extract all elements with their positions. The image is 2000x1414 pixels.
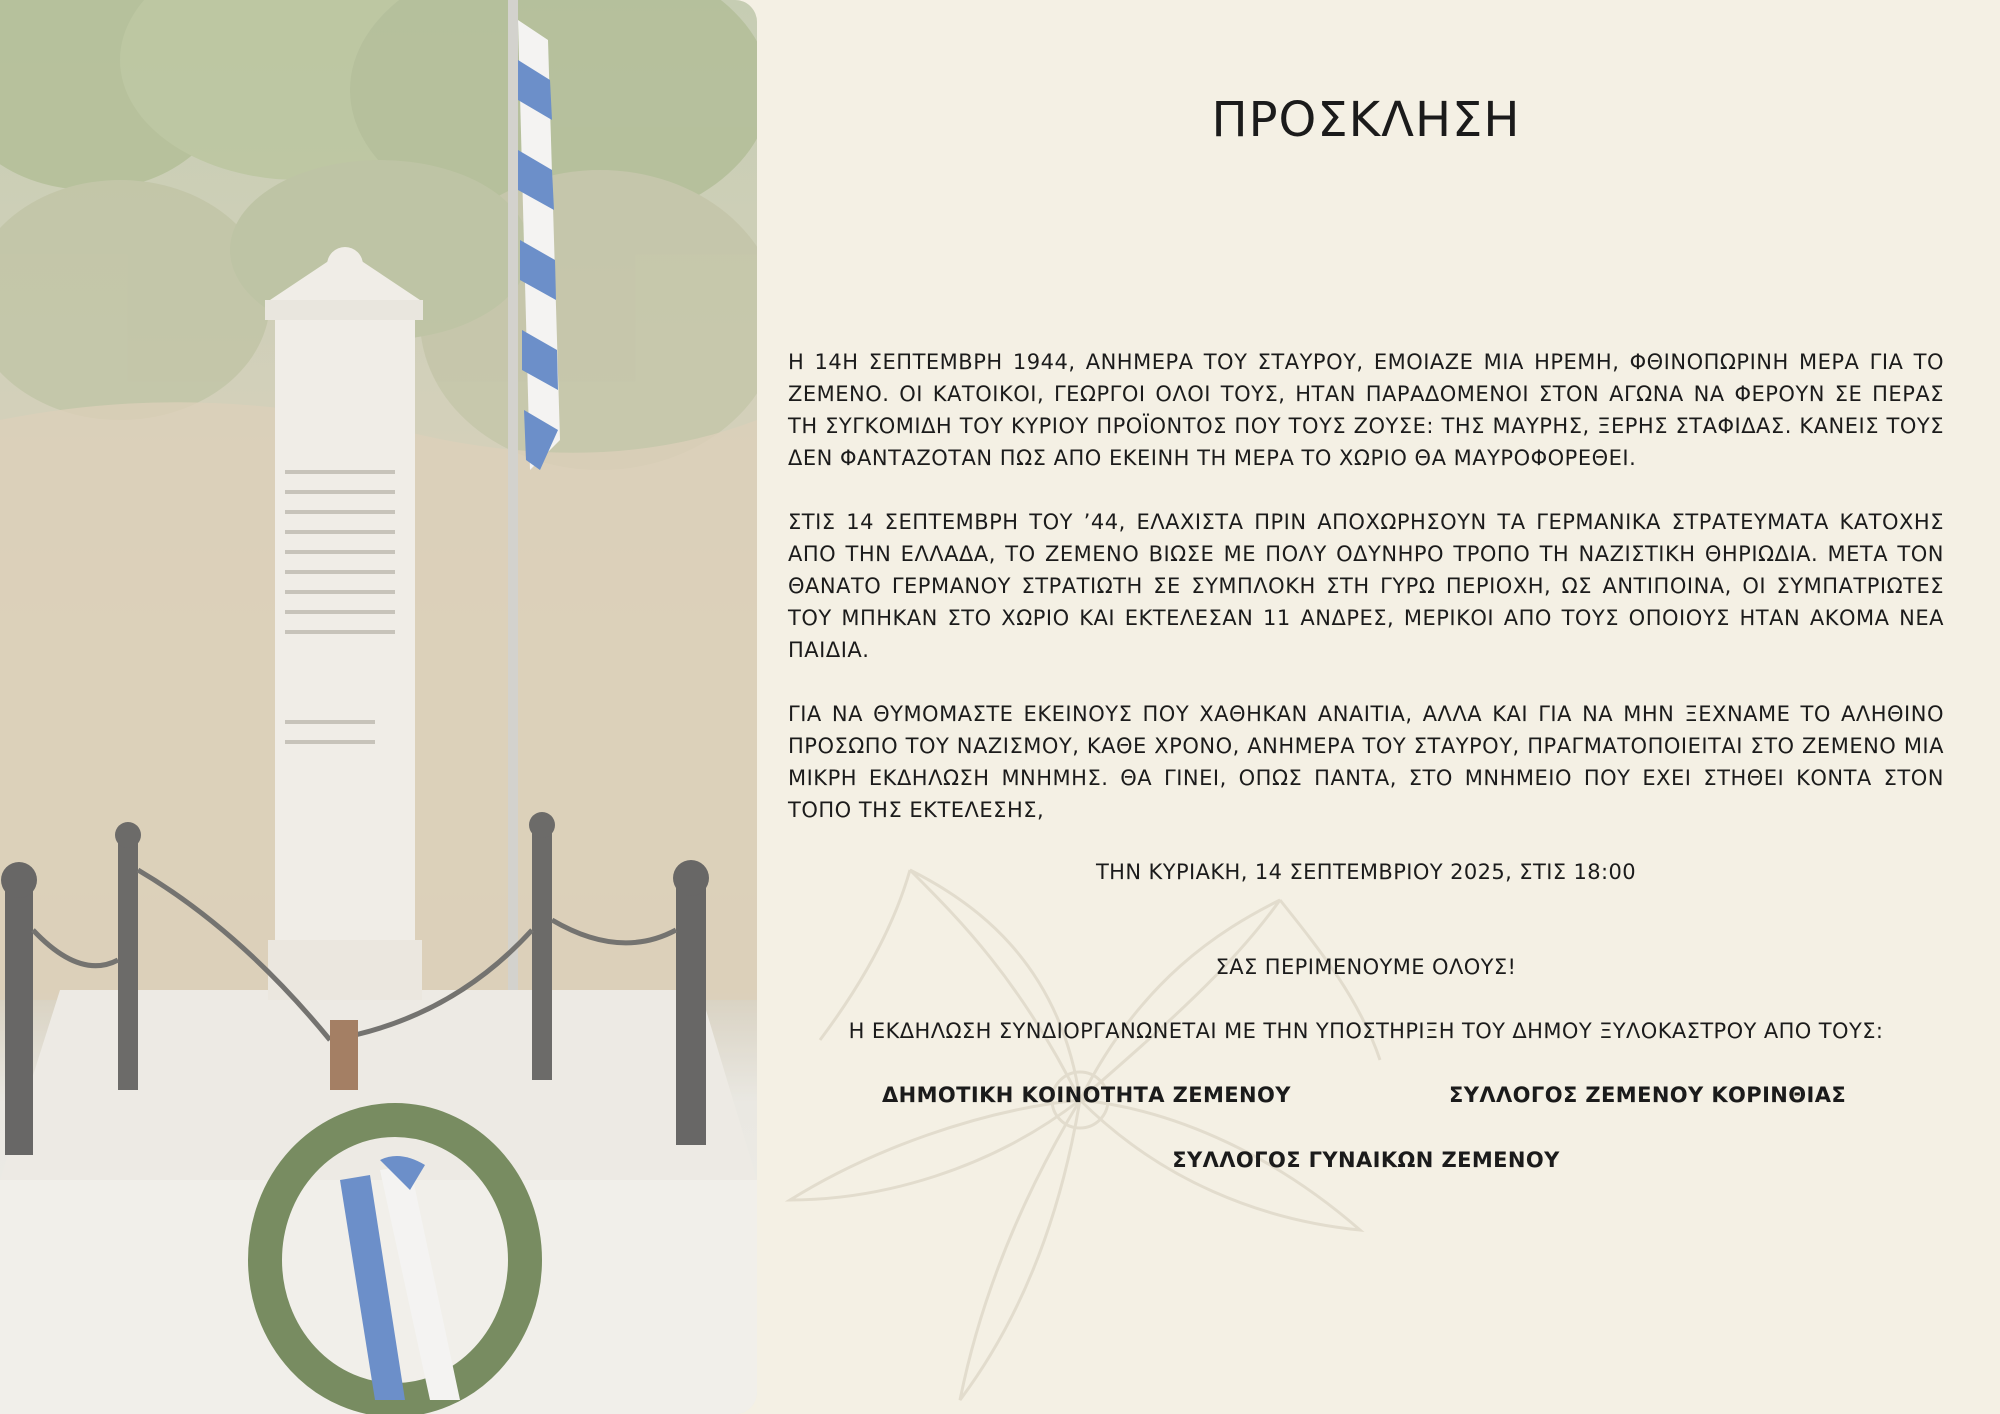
photo-fade-overlay [0,0,757,1414]
memorial-photo [0,0,757,1414]
organizer-womens-association: ΣΥΛΛΟΓΟΣ ΓΥΝΑΙΚΩΝ ΖΕΜΕΝΟΥ [1172,1148,1560,1172]
event-date: ΤΗΝ ΚΥΡΙΑΚΗ, 14 ΣΕΠΤΕΜΒΡΙΟΥ 2025, ΣΤΙΣ 18:00 [1095,860,1637,884]
paragraph-history: Η 14Η ΣΕΠΤΕΜΒΡΗ 1944, ΑΝΗΜΕΡΑ ΤΟΥ ΣΤΑΥΡΟΥ, ΕΜΟΙΑΖΕ ΜΙΑ ΗΡΕΜΗ, ΦΘΙΝΟΠΩΡΙΝΗ ΜΕΡΑ ΓΙΑ ΤΟ ΖΕΜΕΝΟ. ΟΙ ΚΑΤΟΙΚΟΙ, ΓΕΩΡΓΟΙ ΟΛΟΙ ΤΟΥΣ, ΗΤΑΝ ΠΑΡΑΔΟΜΕΝΟΙ ΣΤΟΝ ΑΓΩΝΑ ΝΑ ΦΕΡΟΥΝ ΣΕ ΠΕΡΑΣ ΤΗ ΣΥΓΚΟΜΙΔΗ ΤΟΥ ΚΥΡΙΟΥ ΠΡΟΪΟΝΤΟΣ ΠΟΥ ΤΟΥΣ ΖΟΥΣΕ: ΤΗΣ ΜΑΥΡΗΣ, ΞΕΡΗΣ ΣΤΑΦΙΔΑΣ. ΚΑΝΕΙΣ ΤΟΥΣ ΔΕΝ ΦΑΝΤΑΖΟΤΑΝ ΠΩΣ ΑΠΟ ΕΚΕΙΝΗ ΤΗ ΜΕΡΑ ΤΟ ΧΩΡΙΟ ΘΑ ΜΑΥΡΟΦΟΡΕΘΕΙ. [788,350,1944,470]
organizer-community: ΔΗΜΟΤΙΚΗ ΚΟΙΝΟΤΗΤΑ ΖΕΜΕΝΟΥ [882,1083,1291,1107]
paragraph-massacre: ΣΤΙΣ 14 ΣΕΠΤΕΜΒΡΗ ΤΟΥ ’44, ΕΛΑΧΙΣΤΑ ΠΡΙΝ ΑΠΟΧΩΡΗΣΟΥΝ ΤΑ ΓΕΡΜΑΝΙΚΑ ΣΤΡΑΤΕΥΜΑΤΑ ΚΑΤΟΧΗΣ ΑΠΟ ΤΗΝ ΕΛΛΑΔΑ, ΤΟ ΖΕΜΕΝΟ ΒΙΩΣΕ ΜΕ ΠΟΛΥ ΟΔΥΝΗΡΟ ΤΡΟΠΟ ΤΗ ΝΑΖΙΣΤΙΚΗ ΘΗΡΙΩΔΙΑ. ΜΕΤΑ ΤΟΝ ΘΑΝΑΤΟ ΓΕΡΜΑΝΟΥ ΣΤΡΑΤΙΩΤΗ ΣΕ ΣΥΜΠΛΟΚΗ ΣΤΗ ΓΥΡΩ ΠΕΡΙΟΧΗ, ΩΣ ΑΝΤΙΠΟΙΝΑ, ΟΙ ΣΥΜΠΑΤΡΙΩΤΕΣ ΤΟΥ ΜΠΗΚΑΝ ΣΤΟ ΧΩΡΙΟ ΚΑΙ ΕΚΤΕΛΕΣΑΝ 11 ΑΝΔΡΕΣ, ΜΕΡΙΚΟΙ ΑΠΟ ΤΟΥΣ ΟΠΟΙΟΥΣ ΗΤΑΝ ΑΚΟΜΑ ΝΕΑ ΠΑΙΔΙΑ. [788,510,1944,662]
invite-line: ΣΑΣ ΠΕΡΙΜΕΝΟΥΜΕ ΟΛΟΥΣ! [1215,955,1517,979]
organizer-association-korinthia: ΣΥΛΛΟΓΟΣ ΖΕΜΕΝΟΥ ΚΟΡΙΝΘΙΑΣ [1449,1083,1847,1107]
paragraph-remembrance: ΓΙΑ ΝΑ ΘΥΜΟΜΑΣΤΕ ΕΚΕΙΝΟΥΣ ΠΟΥ ΧΑΘΗΚΑΝ ΑΝΑΙΤΙΑ, ΑΛΛΑ ΚΑΙ ΓΙΑ ΝΑ ΜΗΝ ΞΕΧΝΑΜΕ ΤΟ ΑΛΗΘΙΝΟ ΠΡΟΣΩΠΟ ΤΟΥ ΝΑΖΙΣΜΟΥ, ΚΑΘΕ ΧΡΟΝΟ, ΑΝΗΜΕΡΑ ΤΟΥ ΣΤΑΥΡΟΥ, ΠΡΑΓΜΑΤΟΠΟΙΕΙΤΑΙ ΣΤΟ ΖΕΜΕΝΟ ΜΙΑ ΜΙΚΡΗ ΕΚΔΗΛΩΣΗ ΜΝΗΜΗΣ. ΘΑ ΓΙΝΕΙ, ΟΠΩΣ ΠΑΝΤΑ, ΣΤΟ ΜΝΗΜΕΙΟ ΠΟΥ ΕΧΕΙ ΣΤΗΘΕΙ ΚΟΝΤΑ ΣΤΟΝ ΤΟΠΟ ΤΗΣ ΕΚΤΕΛΕΣΗΣ, [788,702,1944,822]
invitation-content [788,0,1944,1414]
coorganizers-intro: Η ΕΚΔΗΛΩΣΗ ΣΥΝΔΙΟΡΓΑΝΩΝΕΤΑΙ ΜΕ ΤΗΝ ΥΠΟΣΤΗΡΙΞΗ ΤΟΥ ΔΗΜΟΥ ΞΥΛΟΚΑΣΤΡΟΥ ΑΠΟ ΤΟΥΣ: [848,1019,1884,1043]
page-title: ΠΡΟΣΚΛΗΣΗ [1211,92,1521,148]
